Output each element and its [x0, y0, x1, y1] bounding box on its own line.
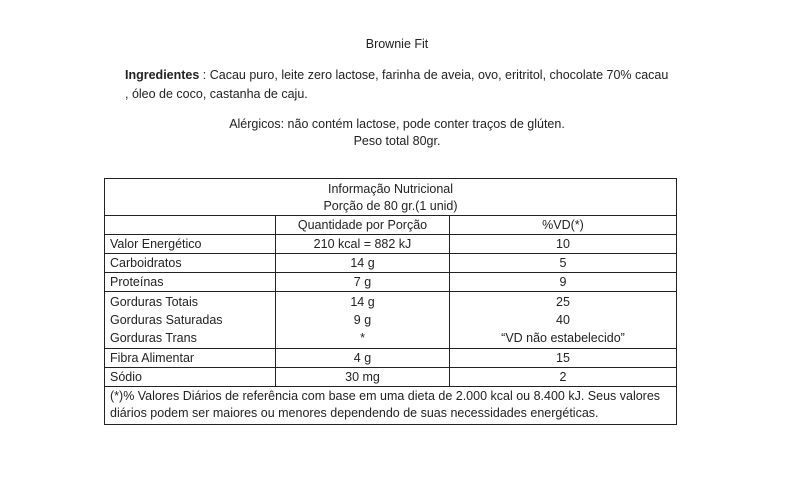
footnote-row [105, 387, 677, 425]
ingredients [125, 66, 670, 104]
nutrition-table [104, 178, 677, 425]
allergens: Alérgicos: não contém lactose, pode conter traços de glúten. [229, 117, 565, 131]
table-title-cell [105, 179, 677, 216]
table-row-fats: Gorduras Totais Gorduras Saturadas Gorduras Trans 14 g 9 g * 25 40 “VD não estabelecido” [105, 292, 677, 349]
product-title: Brownie Fit [365, 37, 429, 51]
table-row: Sódio 30 mg 2 [105, 368, 677, 387]
ingredients-label: Ingredientes [125, 68, 200, 82]
footnote: (*)% Valores Diários de referência com base em uma dieta de 2.000 kcal ou 8.400 kJ. Seus valores diários podem ser maiores ou menores dependendo de suas necessidades energéticas. [105, 387, 677, 425]
table-row: Carboidratos 14 g 5 [105, 254, 677, 273]
total-weight: Peso total 80gr. [353, 134, 441, 148]
column-header-row [105, 216, 677, 235]
table-row: Proteínas 7 g 9 [105, 273, 677, 292]
table-header-row [105, 179, 677, 216]
ingredients-text: : Cacau puro, leite zero lactose, farinha de aveia, ovo, eritritol, chocolate 70% cacau , óleo de coco, castanha de caju. [125, 68, 669, 101]
table-title: Informação Nutricional [327, 182, 454, 196]
table-row: Fibra Alimentar 4 g 15 [105, 349, 677, 368]
table-row: Valor Energético 210 kcal = 882 kJ 10 [105, 235, 677, 254]
column-header-vd: %VD(*) [450, 216, 677, 235]
column-header-qty: Quantidade por Porção [276, 216, 450, 235]
portion-size: Porção de 80 gr.(1 unid) [323, 199, 458, 213]
